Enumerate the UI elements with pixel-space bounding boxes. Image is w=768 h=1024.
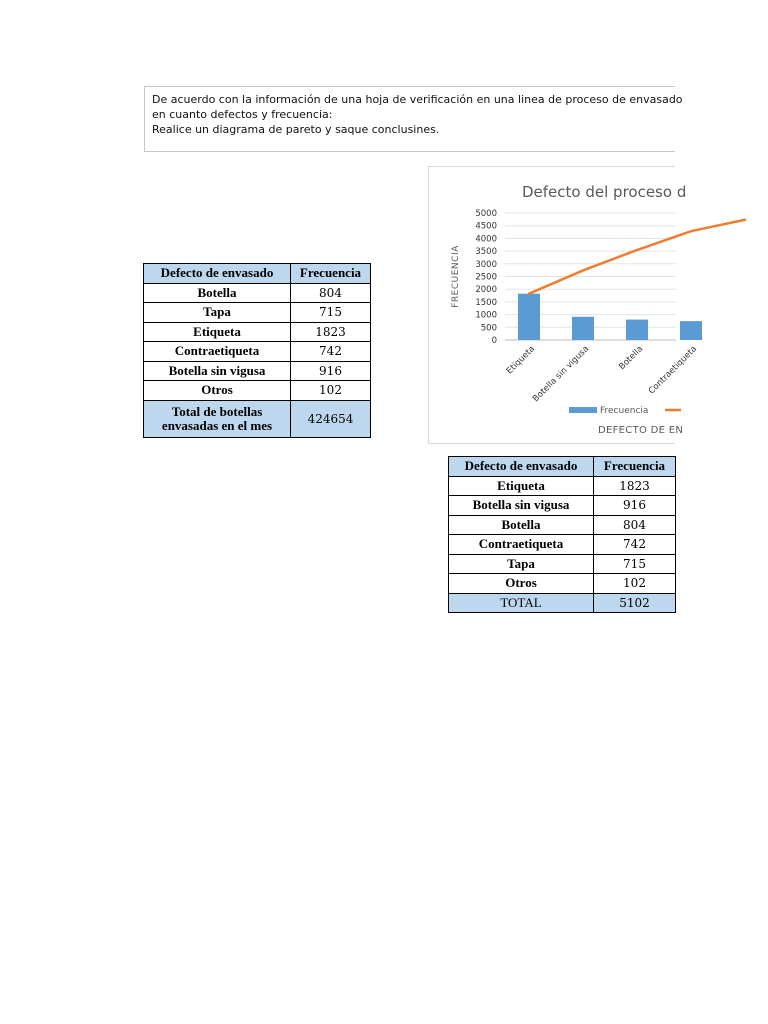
frequency-cell: 804 xyxy=(594,515,676,535)
defect-cell: Otros xyxy=(449,574,594,594)
x-tick-label: Etiqueta xyxy=(504,344,538,377)
header-defect: Defecto de envasado xyxy=(144,264,291,284)
y-tick-label: 3000 xyxy=(475,259,497,270)
frequency-cell: 916 xyxy=(291,361,371,381)
table-row xyxy=(449,554,676,574)
frequency-cell: 102 xyxy=(291,381,371,401)
total-row xyxy=(144,400,371,437)
problem-statement xyxy=(144,86,683,152)
y-tick-label: 2000 xyxy=(475,285,497,296)
cumulative-line xyxy=(529,220,745,294)
defect-cell: Contraetiqueta xyxy=(449,535,594,555)
problem-line-2: en cuanto defectos y frecuencia: xyxy=(152,108,333,121)
frequency-cell: 1823 xyxy=(291,322,371,342)
frequency-cell: 102 xyxy=(594,574,676,594)
defect-cell: Contraetiqueta xyxy=(144,342,291,362)
y-tick-label: 1500 xyxy=(475,297,497,308)
y-tick-label: 500 xyxy=(480,323,497,334)
total-label: TOTAL xyxy=(449,593,594,613)
x-tick-label: Botella sin vigusa xyxy=(531,344,592,405)
frequency-cell: 715 xyxy=(291,303,371,323)
pareto-chart-svg xyxy=(429,167,700,445)
table-row xyxy=(144,361,371,381)
sorted-defects-table xyxy=(448,456,676,613)
table-row xyxy=(449,496,676,516)
defect-cell: Botella xyxy=(144,283,291,303)
total-row xyxy=(449,593,676,613)
frequency-cell: 916 xyxy=(594,496,676,516)
frequency-cell: 804 xyxy=(291,283,371,303)
problem-line-1: De acuerdo con la información de una hoja de verificación en una linea de proceso de envasado xyxy=(152,93,683,106)
defect-cell: Botella sin vigusa xyxy=(449,496,594,516)
defect-cell: Tapa xyxy=(144,303,291,323)
frequency-cell: 715 xyxy=(594,554,676,574)
problem-line-3: Realice un diagrama de pareto y saque conclusines. xyxy=(152,123,440,136)
y-tick-label: 2500 xyxy=(475,272,497,283)
table-row xyxy=(449,515,676,535)
bar xyxy=(518,294,540,340)
total-value: 424654 xyxy=(291,400,371,437)
y-tick-label: 3500 xyxy=(475,247,497,258)
y-tick-label: 1000 xyxy=(475,310,497,321)
table-row xyxy=(449,574,676,594)
legend-label: Frecuencia xyxy=(600,406,649,416)
table-header-row xyxy=(449,457,676,477)
table-row xyxy=(144,322,371,342)
frequency-cell: 742 xyxy=(594,535,676,555)
bar xyxy=(572,317,594,340)
x-axis-label: DEFECTO DE EN xyxy=(598,425,684,436)
y-tick-label: 0 xyxy=(491,336,497,346)
total-value: 5102 xyxy=(594,593,676,613)
table-row xyxy=(144,283,371,303)
defects-table xyxy=(143,263,371,438)
header-defect: Defecto de envasado xyxy=(449,457,594,477)
legend-swatch-bar xyxy=(569,407,597,413)
x-tick-label: Contraetiqueta xyxy=(646,344,700,397)
defect-cell: Botella sin vigusa xyxy=(144,361,291,381)
bar xyxy=(680,321,702,340)
y-axis-label: FRECUENCIA xyxy=(451,245,461,308)
x-tick-label: Botella xyxy=(617,344,646,373)
frequency-cell: 1823 xyxy=(594,476,676,496)
header-frequency: Frecuencia xyxy=(594,457,676,477)
table-row xyxy=(144,303,371,323)
total-label: Total de botellas envasadas en el mes xyxy=(144,400,291,437)
y-tick-label: 5000 xyxy=(475,209,497,219)
table-row xyxy=(449,535,676,555)
defect-cell: Tapa xyxy=(449,554,594,574)
defect-cell: Otros xyxy=(144,381,291,401)
y-tick-label: 4000 xyxy=(475,234,497,245)
frequency-cell: 742 xyxy=(291,342,371,362)
y-tick-label: 4500 xyxy=(475,221,497,232)
table-row xyxy=(449,476,676,496)
header-frequency: Frecuencia xyxy=(291,264,371,284)
chart-title: Defecto del proceso d xyxy=(522,183,687,201)
pareto-chart xyxy=(428,166,700,444)
defect-cell: Etiqueta xyxy=(449,476,594,496)
table-header-row xyxy=(144,264,371,284)
bar xyxy=(626,320,648,340)
defect-cell: Etiqueta xyxy=(144,322,291,342)
table-row xyxy=(144,381,371,401)
defect-cell: Botella xyxy=(449,515,594,535)
table-row xyxy=(144,342,371,362)
